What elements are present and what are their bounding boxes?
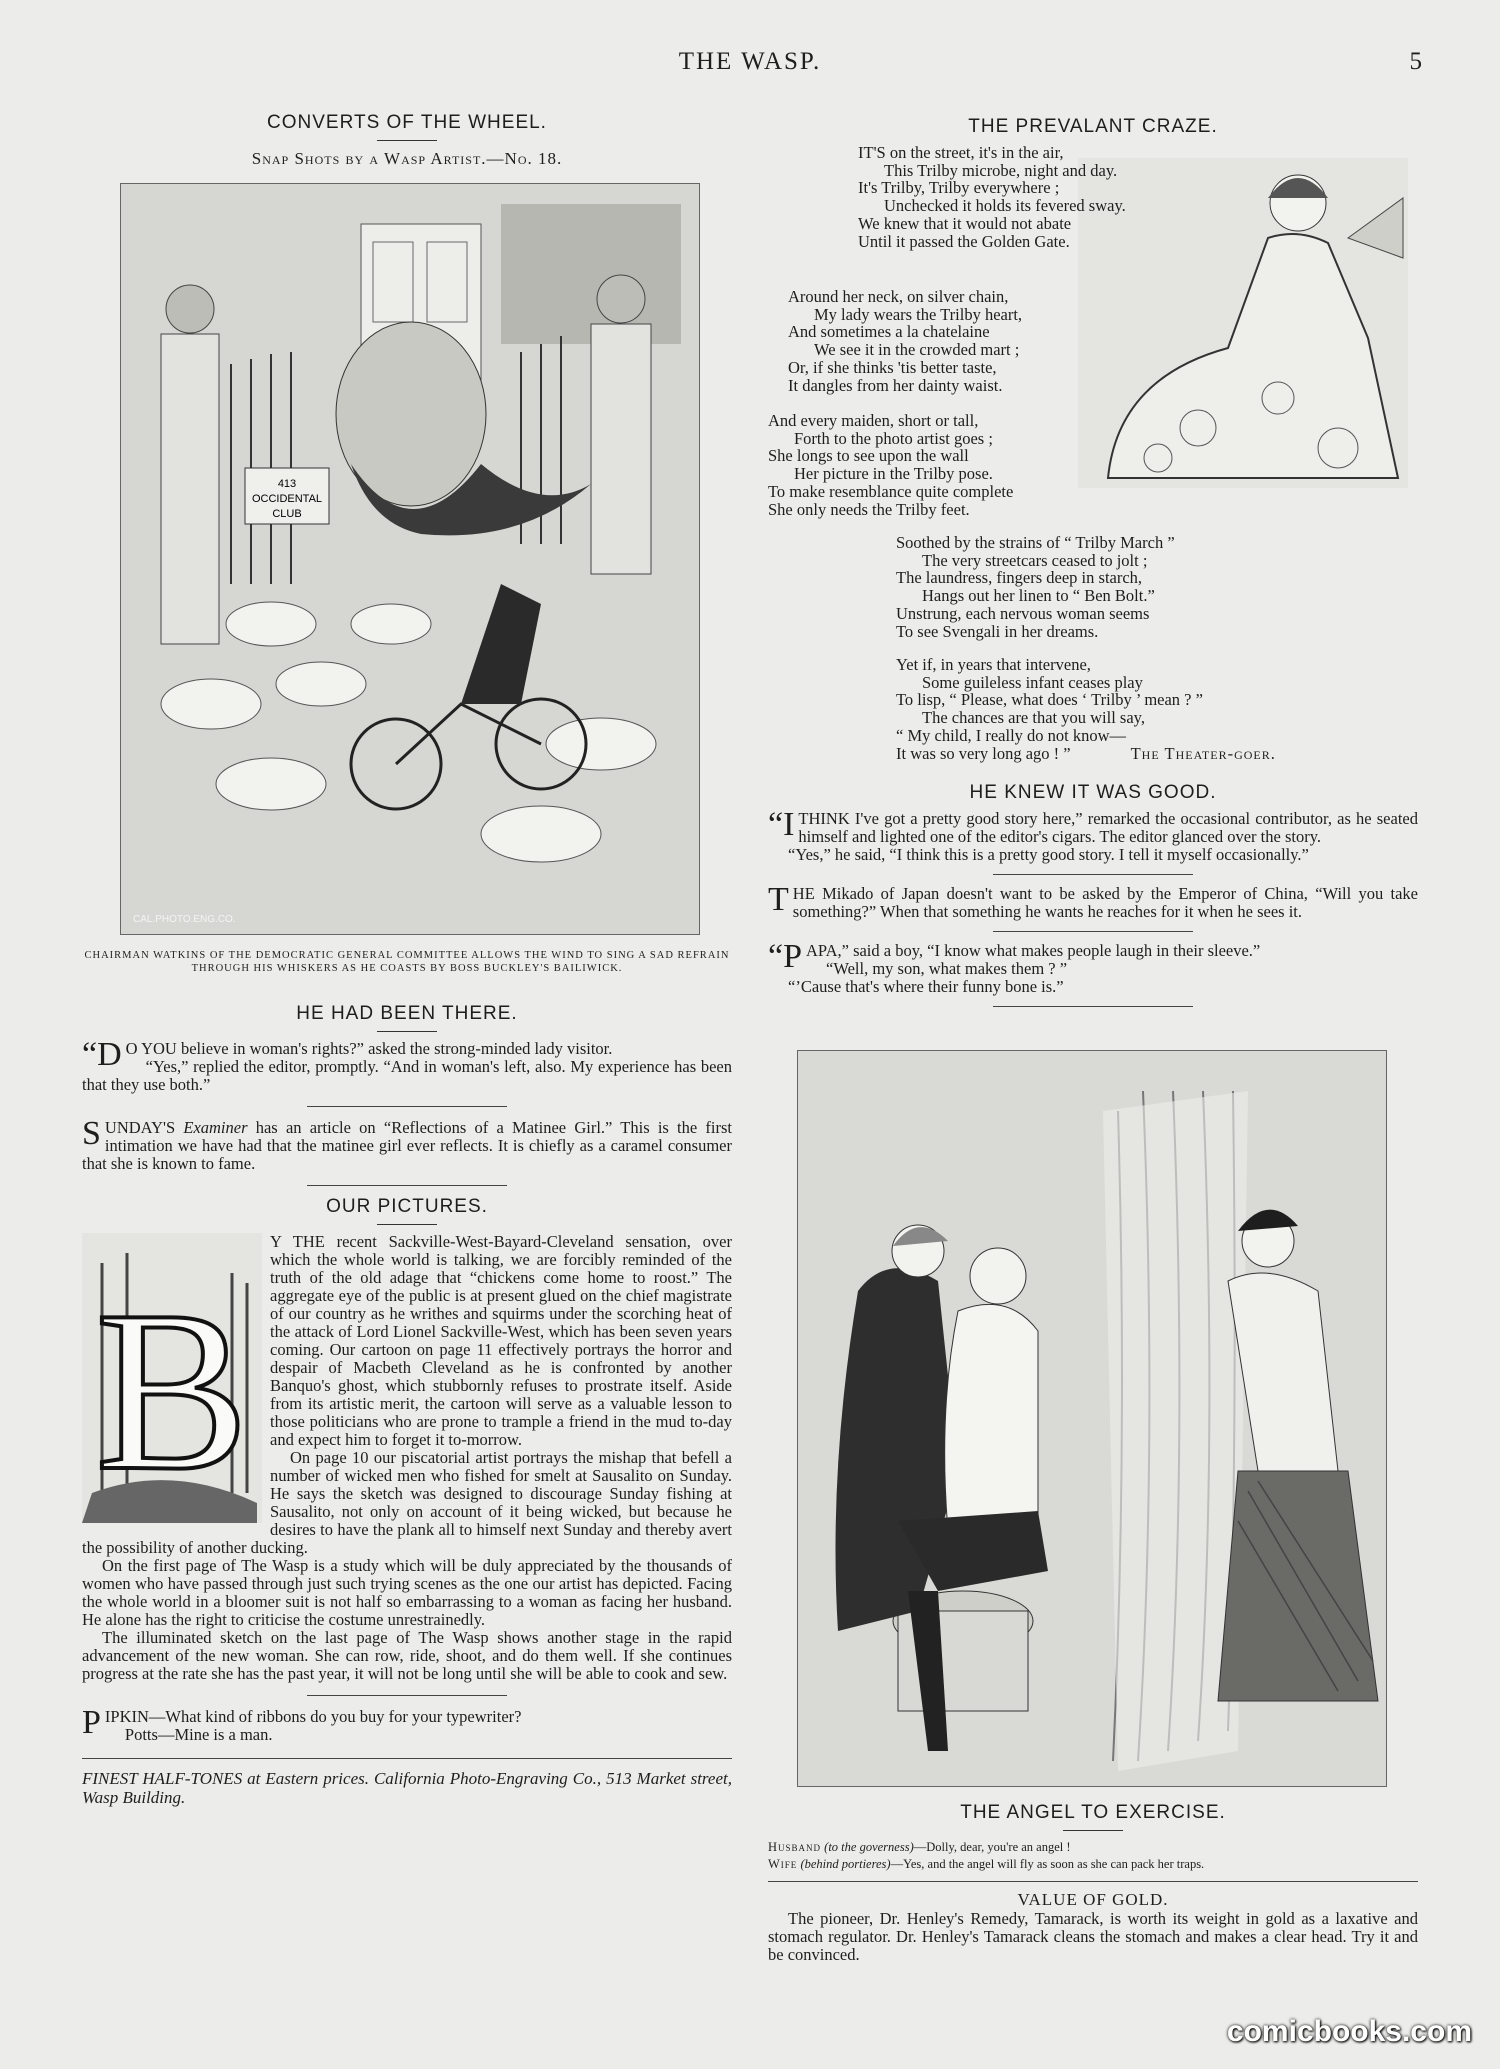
papa-line-3: “’Cause that's where their funny bone is.” (788, 977, 1064, 996)
cyclist-cartoon (120, 183, 700, 935)
poem-line: It's Trilby, Trilby everywhere ; (858, 178, 1060, 198)
poem-line: Some guileless infant ceases play (922, 672, 1143, 692)
sunday-text-b: has an article on “Reflections of a Matinee Girl.” This is the first intimation we have had that the matinee girl ever reflects. It is chiefly as a caramel consumer that she is known to fame. (82, 1118, 733, 1173)
drop-cap: “P (768, 938, 802, 975)
had-been-there-title: HE HAD BEEN THERE. (296, 1003, 518, 1024)
angel-caption-block (768, 1802, 1418, 1964)
knew-good-p2: “Yes,” he said, “I think this is a pretty good story. I tell it myself occasionally.” (788, 845, 1309, 864)
husband-line (768, 1839, 1418, 1856)
poem-line: Yet if, in years that intervene, (896, 655, 1091, 674)
poem-line: This Trilby microbe, night and day. (884, 160, 1118, 180)
poem-line: Unstrung, each nervous woman seems (896, 603, 1150, 623)
poem-line: Unchecked it holds its fevered sway. (884, 196, 1126, 216)
craze-poem-area (768, 138, 1418, 778)
trilby-lady-illustration (1078, 158, 1408, 488)
poem-line: We see it in the crowded mart ; (814, 340, 1020, 360)
knew-good-p1 (768, 806, 1418, 846)
had-been-there-p2: “Yes,” replied the editor, promptly. “And in woman's left, also. My experience has been that they use both.” (82, 1057, 732, 1094)
poem-line: And every maiden, short or tall, (768, 411, 979, 430)
stanza-4 (896, 534, 1175, 640)
drop-cap: “I (768, 806, 795, 843)
angel-title: THE ANGEL TO EXERCISE. (960, 1802, 1226, 1823)
half-tones-ad: FINEST HALF-TONES at Eastern prices. California Photo-Engraving Co., 513 Market street, Wasp Building. (82, 1769, 732, 1807)
section-rule (993, 1006, 1193, 1007)
masthead: THE WASP. (678, 48, 822, 75)
poem-line: Her picture in the Trilby pose. (794, 464, 993, 484)
stanza-2 (788, 288, 1022, 394)
craze-title: THE PREVALANT CRAZE. (968, 116, 1218, 137)
angel-drawing (798, 1051, 1386, 1786)
converts-title: CONVERTS OF THE WHEEL. (267, 112, 547, 133)
our-pictures-p3: On the first page of The Wasp is a study which will be duly appreciated by the thousands of women who have passed through just such trying scenes as the one our artist has depicted. Facing the whole world in a bloomer suit is not half so embarrassing to a woman as facing her husband. He alone has the right to criticise the costume unrestrainedly. (82, 1556, 732, 1629)
papa-text: APA,” said a boy, “I know what makes people laugh in their sleeve.” (806, 941, 1261, 960)
initial-letter: B (95, 1263, 249, 1518)
our-pictures-title: OUR PICTURES. (326, 1196, 488, 1217)
gold-title: VALUE OF GOLD. (1017, 1890, 1169, 1909)
title-rule (377, 1031, 437, 1032)
sign-line-2: OCCIDENTAL (251, 493, 323, 505)
poem-line: The laundress, fingers deep in starch, (896, 568, 1143, 588)
drop-cap: P (82, 1704, 101, 1741)
poem-line: My lady wears the Trilby heart, (814, 304, 1023, 324)
husband-text: —Dolly, dear, you're an angel ! (913, 1840, 1071, 1854)
husband-stage-direction: (to the governess) (824, 1840, 914, 1854)
footer-rule (82, 1758, 732, 1759)
wife-stage-direction: (behind portieres) (800, 1857, 891, 1871)
section-rule (993, 931, 1193, 932)
mikado-text: HE Mikado of Japan doesn't want to be asked by the Emperor of China, “Will you take something?” When that something he wants he reaches for it when he sees it. (792, 884, 1418, 921)
section-rule (307, 1106, 507, 1107)
poem-line: Around her neck, on silver chain, (788, 287, 1009, 306)
wife-line (768, 1856, 1418, 1873)
illuminated-initial-drawing (82, 1233, 262, 1523)
mikado-paragraph (768, 881, 1418, 921)
sign-line-1: 413 (277, 478, 297, 490)
cyclist-cartoon-drawing (121, 184, 699, 934)
examiner-title: Examiner (183, 1118, 248, 1137)
poem-line: To see Svengali in her dreams. (896, 621, 1099, 641)
poem-line: To lisp, “ Please, what does ‘ Trilby ’ mean ? ” (896, 690, 1203, 710)
title-rule (377, 140, 437, 141)
knew-good-title: HE KNEW IT WAS GOOD. (969, 782, 1217, 803)
drop-cap: S (82, 1115, 101, 1152)
gold-paragraph: The pioneer, Dr. Henley's Remedy, Tamarack, is worth its weight in gold as a laxative and stomach regulator. Dr. Henley's Tamarack cleans the stomach and makes a clear head. Try it and be convinced. (768, 1909, 1418, 1964)
trilby-lady-drawing (1078, 158, 1408, 488)
poem-line: The very streetcars ceased to jolt ; (922, 550, 1148, 570)
had-been-there-p1 (82, 1036, 732, 1073)
cartoon-caption: CHAIRMAN WATKINS OF THE DEMOCRATIC GENERAL COMMITTEE ALLOWS THE WIND TO SING A SAD REFRAIN THROUGH HIS WHISKERS AS HE COASTS BY BOSS BUCKLEY'S BAILIWICK. (84, 950, 730, 974)
poem-line: “ My child, I really do not know— (896, 725, 1127, 745)
drop-cap: T (768, 881, 789, 918)
poem-line: She longs to see upon the wall (768, 446, 969, 466)
pipkin-line-2: Potts—Mine is a man. (124, 1725, 273, 1744)
poem-line: She only needs the Trilby feet. (768, 499, 970, 519)
section-rule (993, 874, 1193, 875)
our-pictures-p2: On page 10 our piscatorial artist portrays the mishap that befell a number of wicked men who fished for smelt at Sausalito on Sunday. He says the sketch was designed to discourage Sunday fishing at Sausalito, not only on account of it being wicked, but because he desires to have the plank all to himself next Sunday and thereby avert the possibility of another ducking. (82, 1448, 732, 1557)
title-rule (1063, 1830, 1123, 1831)
left-column (82, 112, 732, 1807)
our-pictures-body (82, 1233, 732, 1683)
poem-line: And sometimes a la chatelaine (788, 322, 990, 342)
wife-label: Wife (768, 1857, 798, 1871)
poem-signature: The Theater-goer. (1130, 743, 1276, 763)
poem-line: It dangles from her dainty waist. (788, 375, 1003, 395)
wife-text: —Yes, and the angel will fly as soon as she can pack her traps. (890, 1857, 1205, 1871)
page-number: 5 (1409, 48, 1422, 75)
our-pictures-p1: Y THE recent Sackville-West-Bayard-Cleveland sensation, over which the whole world is talking, we are forcibly reminded of the truth of the old adage that “chickens come home to roost.” The aggregate eye of the public is at present glued on the chief magistrate of our country as he writhes and squirms under the scorching heat of the attack of Lord Lionel Sackville-West, which has been seven years coming. Our cartoon on page 11 effectively portrays the horror and despair of Macbeth Cleveland as he is confronted by another Banquo's ghost, which stubbornly refuses to prostrate itself. Aside from its artistic merit, the cartoon will serve as a valuable lesson to those politicians who are prone to trample a friend in the mud to-day and expect him to forget it to-morrow. (270, 1232, 732, 1449)
papa-line-2: “Well, my son, what makes them ? ” (826, 959, 1068, 978)
poem-line: Soothed by the strains of “ Trilby March ” (896, 533, 1175, 552)
title-rule (377, 1224, 437, 1225)
our-pictures-p4: The illuminated sketch on the last page of The Wasp shows another stage in the rapid advancement of the new woman. She can row, ride, shoot, and do them well. If she continues progress at the rate she has the past year, it will not be long until she will be able to cook and sew. (82, 1628, 732, 1683)
sunday-text-a: UNDAY'S (104, 1118, 184, 1137)
stanza-1 (858, 144, 1126, 250)
right-column (768, 116, 1418, 1007)
pipkin-text: IPKIN—What kind of ribbons do you buy for your typewriter? (104, 1707, 522, 1726)
knew-good-text: THINK I've got a pretty good story here,” remarked the occasional contributor, as he seated himself and lighted one of the editor's cigars. The editor glanced over the story. (798, 809, 1418, 846)
stanza-5 (896, 656, 1276, 762)
angel-illustration (797, 1050, 1387, 1787)
poem-last-line: It was so very long ago ! ” (896, 743, 1071, 763)
husband-label: Husband (768, 1840, 822, 1854)
section-rule (768, 1881, 1418, 1882)
stanza-3 (768, 412, 1013, 518)
section-rule (307, 1695, 507, 1696)
poem-line: Hangs out her linen to “ Ben Bolt.” (922, 586, 1155, 606)
poem-line: To make resemblance quite complete (768, 481, 1014, 501)
converts-subtitle: Snap Shots by a Wasp Artist.—No. 18. (251, 149, 563, 168)
watermark: comicbooks.com (1226, 2015, 1472, 2048)
had-been-there-text-1: O YOU believe in woman's rights?” asked the strong-minded lady visitor. (125, 1039, 613, 1058)
sunday-paragraph (82, 1115, 733, 1173)
poem-line (896, 745, 1276, 763)
poem-line: Forth to the photo artist goes ; (794, 428, 993, 448)
sign-line-3: CLUB (272, 508, 302, 520)
poem-line: Or, if she thinks 'tis better taste, (788, 357, 997, 377)
drop-cap: “D (82, 1036, 122, 1073)
poem-line: We knew that it would not abate (858, 213, 1072, 233)
poem-line: Until it passed the Golden Gate. (858, 231, 1070, 251)
poem-line: IT'S on the street, it's in the air, (858, 143, 1064, 162)
engraver-credit: CAL.PHOTO.ENG.CO. (133, 914, 236, 925)
illuminated-initial (82, 1233, 262, 1523)
poem-line: The chances are that you will say, (922, 708, 1145, 728)
section-rule (307, 1185, 507, 1186)
